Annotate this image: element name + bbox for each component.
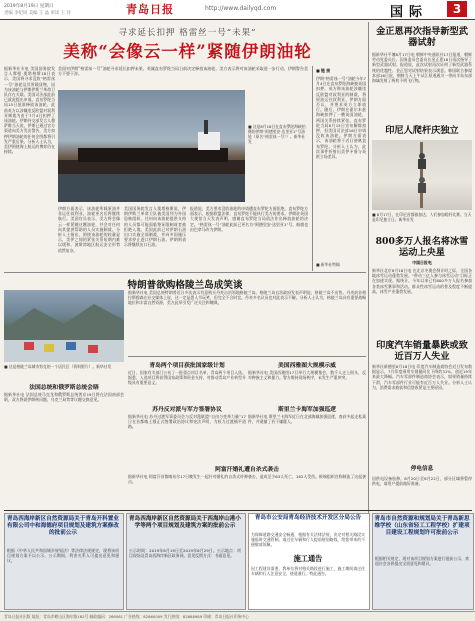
pole-climbing-photo <box>372 140 472 210</box>
brief-b-title: 美国西雅图大规模示威 <box>278 363 336 369</box>
winter-sports-title: 800多万人报名将冰雪运动上央星 <box>375 236 469 258</box>
page-number: 3 <box>447 1 467 17</box>
ads-divider <box>4 510 472 511</box>
greenland-illustration <box>4 290 124 362</box>
construction-notice-title: 施工通告 <box>293 554 323 563</box>
tanker-illustration <box>58 90 245 202</box>
section-title: 国际 <box>390 5 429 20</box>
lead-kicker: 寻求延长扣押 格雷丝一号“未果” <box>118 28 257 38</box>
india-cars-text: 新华社新德里8月18日电 印度汽车制造商协会近日发布数据显示，7月印度乘用车销量同比下降约31%，创近19年来最大降幅。汽车零部件制造商协会表示，如果销量持续下滑，汽车零部件行业可能有近百万人失业。分析人士认为，消费需求疲软和信贷收紧是主要原因。 <box>372 364 472 390</box>
date-line: 2019年8月19日 星期日 <box>4 4 54 9</box>
notice-center-text: 公示时间：2019年8月19日至2019年8月29日。公示地点：项目现场及青岛西海岸新区政务网。意见反馈方式：书面意见。 <box>129 548 241 559</box>
kim-test-title: 金正恩再次指导新型武器试射 <box>376 26 468 48</box>
kim-test-text: 据新华社平壤8月17日电 朝鲜中央通讯社17日报道，朝鲜劳动党委员长、国务委员会委员长金正恩16日再次指导了新型武器试射。报道说，此次试射再次证明了新型武器系统的优越性。金正恩对试射结果表示满意。韩国联合参谋本部16日说，朝鲜当天上午从江原道通川一带向半岛东部海域发射了两枚不明飞行物。 <box>372 52 472 84</box>
edition-line: 责编 李纪同 美编 王 晶 审读 王 洋 <box>4 11 71 16</box>
construction-notice-text: 因工程建设需要，我单位将对相关路段进行施工，施工期间请过往车辆和行人注意安全，绕道通行。特此通告。 <box>251 566 365 577</box>
newspaper-logo: 青岛日报 <box>126 3 174 16</box>
power-notice-text: 因供电设备检修，8月20日至8月22日，部分区域将暂停供电，请用户提前做好准备。 <box>372 476 472 487</box>
tanker-photo <box>58 90 245 202</box>
power-notice-title: 停电信息 <box>410 466 434 472</box>
lead-intro: 美国对伊朗“格雷丝一号”油轮寻求延长扣押未果，英属直布罗陀当局日前决定释放该油轮。美方表示将对该油轮采取进一步行动，伊朗警告美方不要干涉。 <box>58 66 308 77</box>
greenland-photo-caption: ■ 这是格陵兰岛城市努克的一个居民区（资料照片）。新华社发 <box>4 364 112 369</box>
brief-d-title: 苏丹反对派与军方签署协议 <box>152 407 222 413</box>
brief-f-title: 阿富汗婚礼遭自杀式袭击 <box>215 467 279 473</box>
brief-e-text: 据新华社电 斯里兰卡海军近日在北部海域加强巡逻，查获多起走私案件，并逮捕了若干嫌疑人。 <box>248 414 366 425</box>
notice-right-text: 根据相关规定，现对该项目规划方案进行批前公示，欢迎社会各界提出宝贵意见和建议。 <box>375 556 469 567</box>
notice-right-title: 青岛市自然资源和规划局关于青岛新思维学校（山东省轻工工程学校）扩建项目建设工程规划许可批前公示 <box>374 516 470 536</box>
right-column-divider <box>368 22 369 542</box>
brief-d-text: 据新华社电 苏丹过渡军事委员会与反对派联盟“自由与变革力量”17日在首都喀土穆正式签署政治协议和宪法声明，为权力过渡铺平道路。 <box>128 414 246 430</box>
brief-f-text: 据新华社电 阿富汗首都喀布尔17日晚发生一起针对婚礼的自杀式炸弹袭击，造成至少63人死亡、182人受伤。极端组织宣称制造了这起袭击。 <box>128 474 366 485</box>
lead-column-2: 伊朗方面表示，该油轮所载原油并非运往叙利亚。油轮更名后将继续航行。美国官员表示，美方将会像云一样紧随这艘油轮，并会对任何向其提供帮助的人员实施制裁。分析人士指出，围绕该油轮的较量显示，美伊之间的紧张关系短期内难以缓和，波斯湾地区航运安全形势依然复杂。 <box>58 206 120 253</box>
column-divider <box>312 66 313 271</box>
pole-climbing-illustration <box>372 140 472 210</box>
brief-divider <box>128 356 366 357</box>
greenland-photo <box>4 290 124 362</box>
footer-text: 青岛日报社出版 地址：青岛市崂山区海尔路182号 邮政编码：266061 广告热线：82860009 发行热线：82868989 印刷：青岛日报社印务中心 <box>4 614 249 619</box>
pole-climbing-caption: ■ 8月17日，在印尼首都雅加达，人们参加爬杆比赛。当天是印尼独立日。新华社发 <box>372 212 472 222</box>
lead-column-1: 据新华社专电 美国国务院发言人摩根·奥塔格斯18日表示，美国将寻求没收“格雷丝一号”油轮及其所载货物，因为该油轮与伊朗伊斯兰革命卫队存在关联。美国司法部此前已就此提出申请。直布罗陀当局15日批准释放该油轮，此前英方以涉嫌违反欧盟对叙利亚制裁为由于7月4日扣押了该油轮。伊朗外交部发言人穆萨维当天说，伊朗已通过官方渠道向美方发出警告，美方扣押伊朗油轮的任何企图都将引发严重后果。分析人士认为，美伊围绕海上航运的博弈仍在持续。 <box>4 66 55 155</box>
india-cars-title: 印度汽车销量暴跌或致近百万人失业 <box>376 340 468 362</box>
notice-left-text: 根据《中华人民共和国城乡规划法》等法律法规规定，现将该项目规划方案予以公示，公示期间，利害关系人可提出意见和建议。 <box>7 548 119 564</box>
notice-left-title: 青岛西海岸新区自然资源局关于青岛开科置业有限公司中和海德府项目规划及建筑方案修改的批前公示 <box>7 516 119 536</box>
notice-center-title: 青岛西海岸新区自然资源局关于西海岸山港小学等两个项目规划及建筑方案的批前公示 <box>129 516 241 529</box>
lead-column-4: 报道说，美方要求没收油轮的申请遭直布罗陀方面拒绝。直布罗陀方面表示，根据欧盟法律，直布罗陀不能执行美方的要求。伊朗驻英国大使馆当天发表声明，感谢直布罗陀当局依法作出释放油轮的决定。“格雷丝一号”油轮此前已更名为“阿德里安·达里亚1”号，船旗也由巴拿马改为伊朗。 <box>190 206 308 232</box>
greenland-text: 据新华社电 美国总统特朗普近日多次表示有意购买丹麦自治领地格陵兰岛。格陵兰岛自治政府发表声明说，格陵兰岛不出售。丹麦前首相拉斯穆森在社交媒体上说，这一定是愚人节玩笑，但完全不合时宜。丹麦多名议员也对此表示不解。分析人士认为，格陵兰岛具有重要战略地位和丰富自然资源，美方此举引发广泛关注和嘲讽。 <box>128 290 366 306</box>
indonesia-title: 印尼人爬杆庆独立 <box>385 125 459 136</box>
brief-c-text: 据新华社电 法国总统马克龙和俄罗斯总统普京19日将在法国南部会晤，双方将就伊朗核问题、乌克兰局势等议题交换意见。 <box>4 392 124 403</box>
analysis-byline: ■ 新华社特稿 <box>316 262 340 267</box>
analysis-text: 伊朗“格雷丝一号”油轮今年7月4日在直布罗陀海峡被英国扣押。英方称该油轮涉嫌违反欧盟对叙利亚的制裁，将原油运往叙利亚。伊朗方面否认，并要求英方立即放行。随后，伊朗在霍尔木兹海峡扣押了一艘英国油轮，两国关系持续紧张。直布罗陀当局8月15日宣布解除扣押，但美国司法部16日申请没收该油轮。伊朗方面表示，该油轮将于近日驶离直布罗陀。分析人士认为，此次事件折射出美伊矛盾与英欧立场差异。 <box>316 76 366 160</box>
tanker-photo-caption: ■ 这是8月18日在直布罗陀海峡拍摄的伊朗“阿德里安·达里亚1”号油轮（原名“格雷丝一号”）。新华社发 <box>248 124 306 144</box>
brief-a-title: 青岛两个项目获批国家级计划 <box>149 363 225 369</box>
analysis-heading: ■ 链 接 <box>316 68 331 73</box>
greenland-title: 特朗普欲购格陵兰岛成笑谈 <box>127 280 243 291</box>
winter-sports-text: 新华社北京8月18日电 在北京冬奥会倒计时之际，全国各地冰雪运动蓬勃发展。“带动三亿人参与冰雪运动”目标正在加速实现。据统计，今年以来已有800多万人报名参加各类冰雪赛事和活动。群众性冰雪运动的普及程度不断提高，冰雪产业蓬勃发展。 <box>372 268 472 294</box>
brief-a-text: 近日，国家有关部门公布了一批重点项目名单，青岛两个项目入选。据悉，入选项目将获得国家政策和资金支持，对推动青岛产业转型升级具有重要意义。 <box>128 370 246 386</box>
section-divider <box>4 272 366 273</box>
brief-b-text: 据新华社电 美国西雅图17日举行大规模集会，数千人走上街头，反对种族主义和暴力。警方维持现场秩序，未发生严重冲突。 <box>248 370 366 381</box>
brief-c-title: 法国总统和俄罗斯总统会晤 <box>29 385 99 391</box>
brief-e-title: 斯里兰卡海军加强巡逻 <box>278 407 336 413</box>
police-notice-title: 青岛市公安局青岛经济技术开发区分局公告 <box>254 515 362 521</box>
winter-sports-sub: 中国日报电 <box>412 260 432 265</box>
lead-column-3: 美国国务院发言人奥塔格斯说，伊朗伊斯兰革命卫队被美国列为外国恐怖组织，任何向该油轮提供支持的人员都可能面临签证限制或者被拒绝入境。美国此前已对伊朗石油出口实施全面制裁，并向多国施压要求停止进口伊朗石油。伊朗则表示将继续出口石油。 <box>124 206 186 248</box>
lead-headline: 美称“会像云一样”紧随伊朗油轮 <box>63 42 312 61</box>
website-url[interactable]: http://www.dailyqd.com <box>205 5 277 12</box>
police-notice-text: 为保障道路交通安全畅通，根据有关法律法规，决定对相关路段实施临时交通管制。请过往车辆和行人提前规划路线，给您带来的不便敬请谅解。 <box>251 532 365 548</box>
